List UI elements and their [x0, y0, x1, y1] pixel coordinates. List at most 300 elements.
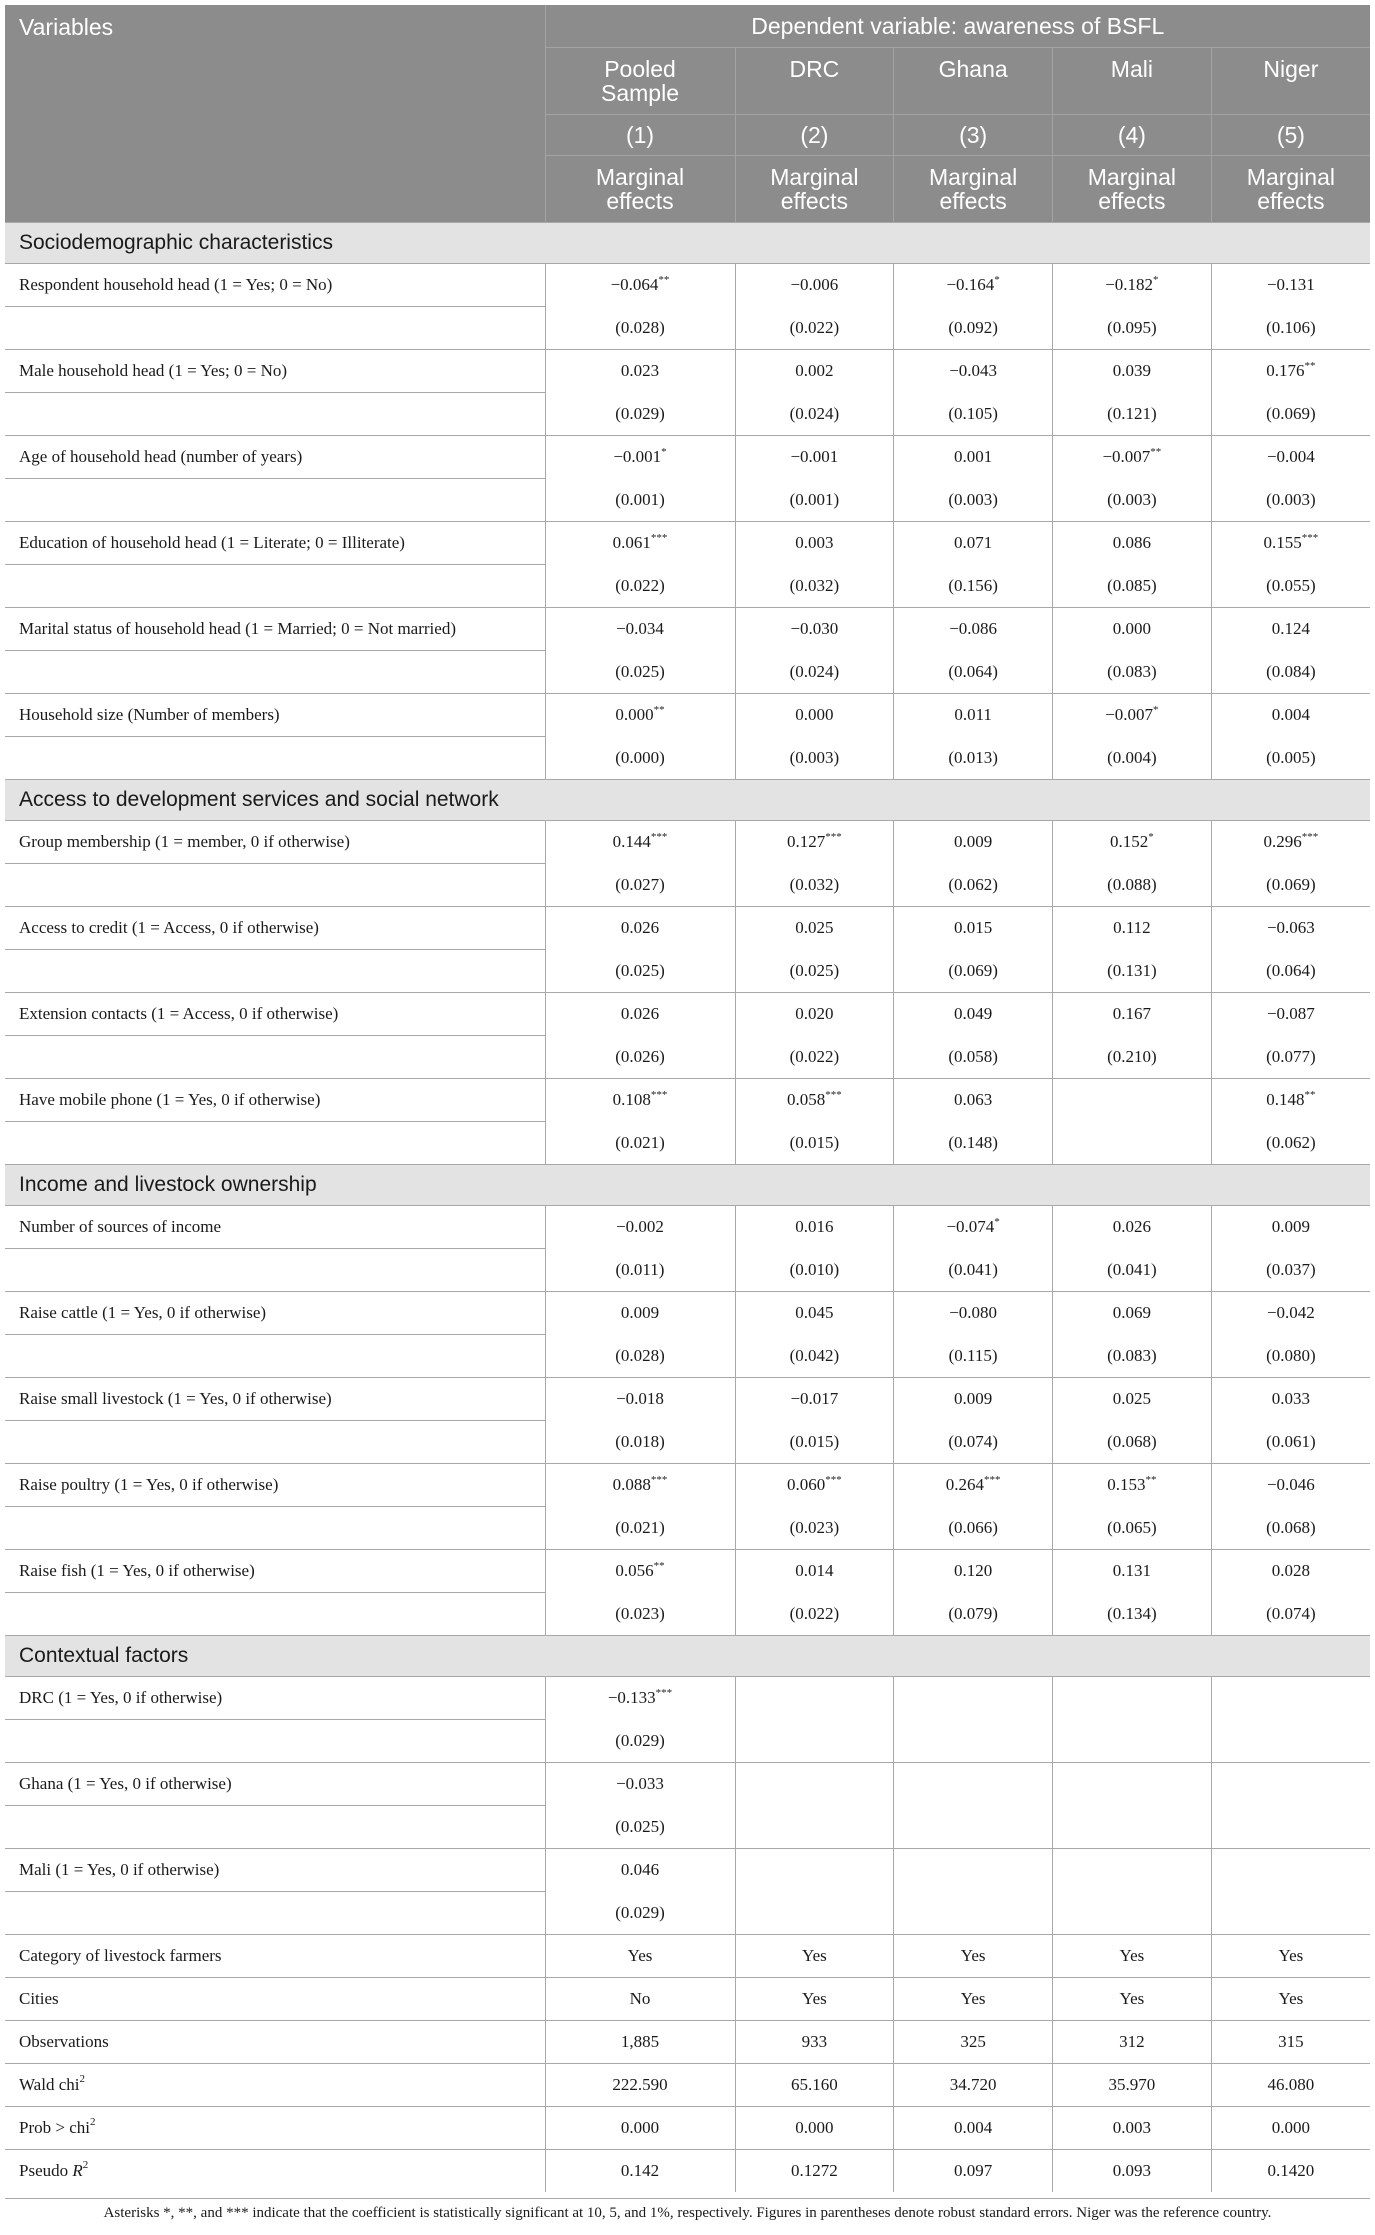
section-header: [5, 1165, 1370, 1206]
coefficient-cell: [545, 1079, 735, 1122]
statistic-label-text: Category of livestock farmers: [19, 1946, 222, 1965]
standard-error-cell: [1211, 1806, 1370, 1849]
variable-label: Respondent household head (1 = Yes; 0 = No): [5, 264, 545, 307]
coefficient-cell: [1211, 1378, 1370, 1421]
coefficient-cell: [894, 350, 1053, 393]
standard-error-cell: (0.025): [545, 1806, 735, 1849]
standard-error-cell: (0.015): [735, 1122, 894, 1165]
significance-stars: **: [1304, 1088, 1316, 1101]
table-row: [5, 1378, 1370, 1421]
variable-label: Raise poultry (1 = Yes, 0 if otherwise): [5, 1464, 545, 1507]
variable-label: Number of sources of income: [5, 1206, 545, 1249]
significance-stars: *: [1153, 273, 1159, 286]
standard-error-cell: (0.029): [545, 1720, 735, 1763]
standard-error-cell: (0.025): [545, 651, 735, 694]
column-number-5: (5): [1211, 115, 1370, 156]
variable-label: Extension contacts (1 = Access, 0 if otherwise): [5, 993, 545, 1036]
statistic-value: 34.720: [894, 2064, 1053, 2107]
regression-table: [5, 5, 1370, 2192]
statistic-value: 35.970: [1053, 2064, 1212, 2107]
column-name-3: Ghana: [894, 48, 1053, 115]
standard-error-cell: (0.011): [545, 1249, 735, 1292]
significance-stars: **: [653, 703, 665, 716]
coefficient-value: 0.023: [620, 361, 660, 381]
table-row: [5, 993, 1370, 1036]
table-row: [5, 1550, 1370, 1593]
coefficient-cell: [545, 522, 735, 565]
significance-stars: ***: [650, 830, 668, 843]
statistic-value: 0.000: [1211, 2107, 1370, 2150]
statistics-row: [5, 1935, 1370, 1978]
statistics-row: [5, 2021, 1370, 2064]
coefficient-value: 0.046: [620, 1860, 660, 1880]
statistic-value: Yes: [1053, 1935, 1212, 1978]
coefficient-cell: [545, 821, 735, 864]
coefficient-value: 0.039: [1112, 361, 1151, 381]
standard-error-cell: (0.032): [735, 864, 894, 907]
statistic-label-text: Cities: [19, 1989, 59, 2008]
standard-error-cell: (0.021): [545, 1507, 735, 1550]
table-footnote: Asterisks *, **, and *** indicate that the coefficient is statistically significant at 10, 5, and 1%, respectively. Figures in parentheses denote robust standard errors. Niger was the reference country.: [5, 2198, 1370, 2222]
standard-error-cell: (0.077): [1266, 1046, 1316, 1066]
coefficient-cell: [545, 1378, 735, 1421]
blank-label: [5, 950, 545, 993]
significance-stars: **: [1150, 445, 1162, 458]
coefficient-value: 0.011: [954, 705, 992, 725]
coefficient-cell: [545, 1292, 735, 1335]
standard-error-cell: (0.083): [1053, 1335, 1212, 1378]
blank-label: [5, 1720, 545, 1763]
coefficient-value: 0.108: [612, 1090, 651, 1110]
section-title: Income and livestock ownership: [5, 1165, 1370, 1206]
variables-header: Variables: [5, 5, 545, 223]
table-row: [5, 737, 1370, 780]
coefficient-value: −0.086: [949, 619, 998, 639]
coefficient-cell: [545, 1677, 735, 1720]
coefficient-value: 0.028: [1271, 1561, 1311, 1581]
column-type-3: Marginal effects: [894, 156, 1053, 223]
coefficient-value: 0.296: [1263, 832, 1302, 852]
statistic-value: 1,885: [545, 2021, 735, 2064]
coefficient-value: 0.026: [620, 918, 660, 938]
standard-error-cell: (0.005): [1266, 747, 1316, 767]
statistic-value: Yes: [735, 1978, 894, 2021]
standard-error-cell: (0.148): [894, 1122, 1053, 1165]
standard-error-cell: (0.134): [1053, 1593, 1212, 1636]
column-type-4: Marginal effects: [1053, 156, 1212, 223]
standard-error-cell: (0.024): [735, 651, 894, 694]
column-type-5: Marginal effects: [1211, 156, 1370, 223]
coefficient-value: 0.155: [1263, 533, 1302, 553]
coefficient-cell: [545, 907, 735, 950]
blank-label: [5, 479, 545, 522]
standard-error-cell: (0.022): [735, 1036, 894, 1079]
coefficient-cell: [1053, 907, 1212, 950]
coefficient-value: 0.148: [1266, 1090, 1305, 1110]
coefficient-cell: [735, 1849, 894, 1892]
coefficient-value: 0.014: [795, 1561, 834, 1581]
standard-error-cell: [735, 1720, 894, 1763]
coefficient-value: 0.000: [615, 705, 654, 725]
standard-error-cell: (0.001): [735, 479, 894, 522]
coefficient-value: 0.152: [1110, 832, 1149, 852]
coefficient-cell: [545, 350, 735, 393]
coefficient-value: 0.026: [1112, 1217, 1151, 1237]
standard-error-cell: (0.015): [735, 1421, 894, 1464]
standard-error-cell: (0.037): [1266, 1259, 1316, 1279]
coefficient-value: −0.046: [1266, 1475, 1315, 1495]
standard-error-cell: (0.131): [1053, 950, 1212, 993]
section-header: [5, 223, 1370, 264]
standard-error-cell: (0.156): [894, 565, 1053, 608]
significance-stars: ***: [825, 1473, 842, 1486]
variable-label: Have mobile phone (1 = Yes, 0 if otherwise): [5, 1079, 545, 1122]
variable-label: Group membership (1 = member, 0 if otherwise): [5, 821, 545, 864]
coefficient-value: 0.002: [795, 361, 834, 381]
standard-error-cell: (0.069): [894, 950, 1053, 993]
coefficient-value: 0.088: [612, 1475, 651, 1495]
coefficient-value: 0.049: [954, 1004, 993, 1024]
coefficient-cell: [1211, 1206, 1370, 1249]
coefficient-value: 0.124: [1271, 619, 1311, 639]
coefficient-cell: [735, 264, 894, 307]
statistic-value: 933: [735, 2021, 894, 2064]
coefficient-cell: [735, 1550, 894, 1593]
table-row: [5, 608, 1370, 651]
standard-error-cell: (0.115): [894, 1335, 1053, 1378]
significance-stars: *: [994, 1215, 1000, 1228]
coefficient-value: 0.025: [795, 918, 834, 938]
blank-label: [5, 1249, 545, 1292]
significance-stars: ***: [650, 1473, 668, 1486]
variable-label: Access to credit (1 = Access, 0 if otherwise): [5, 907, 545, 950]
coefficient-value: 0.127: [787, 832, 826, 852]
standard-error-cell: (0.022): [545, 565, 735, 608]
table-row: [5, 1892, 1370, 1935]
blank-label: [5, 1507, 545, 1550]
column-name-2: DRC: [735, 48, 894, 115]
coefficient-cell: [894, 1677, 1053, 1720]
coefficient-cell: [735, 1378, 894, 1421]
coefficient-cell: [545, 1206, 735, 1249]
significance-stars: **: [653, 1559, 665, 1572]
dependent-variable-header: Dependent variable: awareness of BSFL: [545, 5, 1370, 48]
coefficient-cell: [1211, 264, 1370, 307]
coefficient-cell: [735, 1464, 894, 1507]
variable-label: Raise small livestock (1 = Yes, 0 if otherwise): [5, 1378, 545, 1421]
coefficient-value: 0.000: [795, 705, 834, 725]
coefficient-cell: [735, 993, 894, 1036]
coefficient-value: −0.001: [613, 447, 662, 467]
blank-label: [5, 1421, 545, 1464]
standard-error-cell: (0.000): [545, 737, 735, 780]
coefficient-cell: [735, 821, 894, 864]
standard-error-cell: [894, 1806, 1053, 1849]
standard-error-cell: (0.069): [1266, 874, 1316, 894]
coefficient-cell: [1053, 694, 1212, 737]
standard-error-cell: (0.032): [735, 565, 894, 608]
coefficient-value: −0.007: [1105, 705, 1154, 725]
statistic-value: 315: [1211, 2021, 1370, 2064]
coefficient-value: 0.033: [1271, 1389, 1311, 1409]
statistic-label-text: Pseudo: [19, 2161, 73, 2180]
coefficient-value: 0.131: [1112, 1561, 1151, 1581]
coefficient-value: 0.264: [945, 1475, 984, 1495]
standard-error-cell: (0.083): [1053, 651, 1212, 694]
coefficient-cell: [735, 436, 894, 479]
header-row-dependent: [5, 5, 1370, 48]
significance-stars: *: [994, 273, 1000, 286]
coefficient-value: 0.060: [787, 1475, 826, 1495]
coefficient-cell: [1211, 1677, 1370, 1720]
table-row: [5, 1036, 1370, 1079]
statistics-row: [5, 2107, 1370, 2150]
statistic-value: 65.160: [735, 2064, 894, 2107]
coefficient-cell: [1211, 1464, 1370, 1507]
coefficient-value: 0.045: [795, 1303, 834, 1323]
blank-label: [5, 393, 545, 436]
table-row: [5, 1507, 1370, 1550]
standard-error-cell: (0.079): [894, 1593, 1053, 1636]
coefficient-cell: [545, 608, 735, 651]
coefficient-cell: [735, 350, 894, 393]
statistic-label: [5, 1935, 545, 1978]
table-row: [5, 1677, 1370, 1720]
standard-error-cell: (0.121): [1053, 393, 1212, 436]
coefficient-value: 0.020: [795, 1004, 834, 1024]
coefficient-value: 0.000: [1112, 619, 1151, 639]
significance-stars: ***: [655, 1686, 673, 1699]
statistic-value: 0.000: [545, 2107, 735, 2150]
coefficient-cell: [735, 1677, 894, 1720]
coefficient-cell: [735, 1763, 894, 1806]
section-title: Access to development services and social network: [5, 780, 1370, 821]
coefficient-value: 0.086: [1112, 533, 1151, 553]
coefficient-cell: [1211, 1849, 1370, 1892]
table-row: [5, 907, 1370, 950]
coefficient-value: 0.009: [954, 832, 993, 852]
coefficient-cell: [1053, 1550, 1212, 1593]
table-row: [5, 950, 1370, 993]
table-row: [5, 1122, 1370, 1165]
coefficient-cell: [894, 821, 1053, 864]
standard-error-cell: (0.042): [735, 1335, 894, 1378]
standard-error-cell: (0.055): [1266, 575, 1316, 595]
coefficient-value: −0.001: [790, 447, 839, 467]
standard-error-cell: (0.061): [1266, 1431, 1316, 1451]
coefficient-cell: [1053, 264, 1212, 307]
coefficient-value: 0.009: [954, 1389, 993, 1409]
coefficient-cell: [1211, 436, 1370, 479]
coefficient-value: 0.004: [1271, 705, 1311, 725]
significance-stars: **: [658, 273, 670, 286]
statistic-value: 0.004: [894, 2107, 1053, 2150]
coefficient-cell: [1211, 993, 1370, 1036]
coefficient-cell: [1211, 1079, 1370, 1122]
coefficient-cell: [894, 993, 1053, 1036]
coefficient-value: −0.074: [946, 1217, 995, 1237]
blank-label: [5, 565, 545, 608]
coefficient-value: 0.058: [787, 1090, 826, 1110]
statistic-label-superscript: 2: [82, 2159, 89, 2172]
standard-error-cell: (0.028): [545, 307, 735, 350]
coefficient-cell: [735, 907, 894, 950]
column-name-4: Mali: [1053, 48, 1212, 115]
statistic-value: 0.093: [1053, 2150, 1212, 2193]
standard-error-cell: (0.041): [894, 1249, 1053, 1292]
statistic-value: 0.097: [894, 2150, 1053, 2193]
column-number-3: (3): [894, 115, 1053, 156]
statistic-value: Yes: [735, 1935, 894, 1978]
coefficient-cell: [545, 694, 735, 737]
table-row: [5, 651, 1370, 694]
statistic-value: Yes: [1053, 1978, 1212, 2021]
table-row: [5, 1079, 1370, 1122]
table-row: [5, 1335, 1370, 1378]
standard-error-cell: (0.062): [894, 864, 1053, 907]
variable-label: DRC (1 = Yes, 0 if otherwise): [5, 1677, 545, 1720]
standard-error-cell: [1053, 1122, 1212, 1165]
coefficient-value: 0.069: [1112, 1303, 1151, 1323]
standard-error-cell: [1053, 1892, 1212, 1935]
standard-error-cell: (0.003): [1053, 479, 1212, 522]
coefficient-value: −0.042: [1266, 1303, 1315, 1323]
coefficient-cell: [894, 522, 1053, 565]
coefficient-cell: [1053, 608, 1212, 651]
standard-error-cell: [735, 1806, 894, 1849]
standard-error-cell: (0.003): [1266, 489, 1316, 509]
standard-error-cell: (0.095): [1053, 307, 1212, 350]
significance-stars: **: [1145, 1473, 1157, 1486]
coefficient-cell: [545, 993, 735, 1036]
coefficient-cell: [545, 1763, 735, 1806]
coefficient-value: 0.063: [954, 1090, 993, 1110]
coefficient-value: 0.120: [954, 1561, 993, 1581]
coefficient-value: −0.034: [616, 619, 664, 639]
coefficient-value: −0.087: [1266, 1004, 1315, 1024]
table-row: [5, 1292, 1370, 1335]
standard-error-cell: (0.001): [545, 479, 735, 522]
coefficient-cell: [1211, 694, 1370, 737]
statistic-value: 0.000: [735, 2107, 894, 2150]
variable-label: Household size (Number of members): [5, 694, 545, 737]
standard-error-cell: (0.066): [894, 1507, 1053, 1550]
column-name-5: Niger: [1211, 48, 1370, 115]
significance-stars: ***: [984, 1473, 1001, 1486]
standard-error-cell: (0.022): [735, 1593, 894, 1636]
standard-error-cell: [894, 1720, 1053, 1763]
blank-label: [5, 1806, 545, 1849]
standard-error-cell: (0.026): [545, 1036, 735, 1079]
standard-error-cell: (0.013): [894, 737, 1053, 780]
coefficient-cell: [1211, 907, 1370, 950]
regression-table-container: [5, 5, 1370, 2222]
standard-error-cell: (0.064): [894, 651, 1053, 694]
coefficient-value: 0.056: [615, 1561, 654, 1581]
significance-stars: ***: [650, 1088, 668, 1101]
statistic-label: [5, 2107, 545, 2150]
coefficient-value: 0.176: [1266, 361, 1305, 381]
coefficient-value: −0.030: [790, 619, 839, 639]
coefficient-cell: [1211, 522, 1370, 565]
coefficient-value: 0.061: [612, 533, 651, 553]
coefficient-cell: [1053, 821, 1212, 864]
coefficient-cell: [1053, 993, 1212, 1036]
standard-error-cell: (0.041): [1053, 1249, 1212, 1292]
coefficient-cell: [1053, 522, 1212, 565]
standard-error-cell: (0.022): [735, 307, 894, 350]
statistic-label-italic: R: [72, 2161, 83, 2180]
variable-label: Raise fish (1 = Yes, 0 if otherwise): [5, 1550, 545, 1593]
coefficient-cell: [1211, 1763, 1370, 1806]
table-row: [5, 864, 1370, 907]
coefficient-value: 0.167: [1112, 1004, 1151, 1024]
table-row: [5, 393, 1370, 436]
variable-label: Raise cattle (1 = Yes, 0 if otherwise): [5, 1292, 545, 1335]
table-row: [5, 1249, 1370, 1292]
coefficient-cell: [1053, 1849, 1212, 1892]
table-row: [5, 1720, 1370, 1763]
coefficient-cell: [1053, 1378, 1212, 1421]
standard-error-cell: (0.105): [894, 393, 1053, 436]
statistic-value: Yes: [1211, 1978, 1370, 2021]
table-row: [5, 1849, 1370, 1892]
standard-error-cell: (0.018): [545, 1421, 735, 1464]
coefficient-value: −0.033: [616, 1774, 664, 1794]
standard-error-cell: (0.084): [1266, 661, 1316, 681]
coefficient-cell: [894, 1206, 1053, 1249]
blank-label: [5, 1593, 545, 1636]
statistic-value: 0.1272: [735, 2150, 894, 2193]
coefficient-cell: [1053, 1677, 1212, 1720]
statistic-label-superscript: 2: [89, 2116, 96, 2129]
statistic-value: 312: [1053, 2021, 1212, 2064]
variable-label: Mali (1 = Yes, 0 if otherwise): [5, 1849, 545, 1892]
standard-error-cell: (0.080): [1266, 1345, 1316, 1365]
coefficient-value: 0.001: [954, 447, 993, 467]
coefficient-cell: [894, 1378, 1053, 1421]
blank-label: [5, 1892, 545, 1935]
table-row: [5, 479, 1370, 522]
column-number-4: (4): [1053, 115, 1212, 156]
coefficient-value: −0.182: [1105, 275, 1154, 295]
column-type-1: Marginal effects: [545, 156, 735, 223]
standard-error-cell: (0.068): [1053, 1421, 1212, 1464]
statistic-label-superscript: 2: [79, 2073, 85, 2086]
coefficient-cell: [1053, 350, 1212, 393]
statistic-value: 222.590: [545, 2064, 735, 2107]
table-row: [5, 307, 1370, 350]
variable-label: Education of household head (1 = Literate; 0 = Illiterate): [5, 522, 545, 565]
statistic-value: Yes: [894, 1978, 1053, 2021]
coefficient-cell: [1053, 436, 1212, 479]
coefficient-value: −0.164: [946, 275, 995, 295]
variable-label: Male household head (1 = Yes; 0 = No): [5, 350, 545, 393]
standard-error-cell: (0.023): [545, 1593, 735, 1636]
coefficient-cell: [1211, 608, 1370, 651]
coefficient-cell: [1053, 1079, 1212, 1122]
standard-error-cell: (0.088): [1053, 864, 1212, 907]
table-row: [5, 565, 1370, 608]
statistic-label: [5, 2021, 545, 2064]
statistics-row: [5, 2064, 1370, 2107]
standard-error-cell: (0.085): [1053, 565, 1212, 608]
coefficient-value: −0.004: [1266, 447, 1315, 467]
coefficient-cell: [735, 522, 894, 565]
coefficient-cell: [545, 264, 735, 307]
standard-error-cell: (0.023): [735, 1507, 894, 1550]
table-row: [5, 350, 1370, 393]
